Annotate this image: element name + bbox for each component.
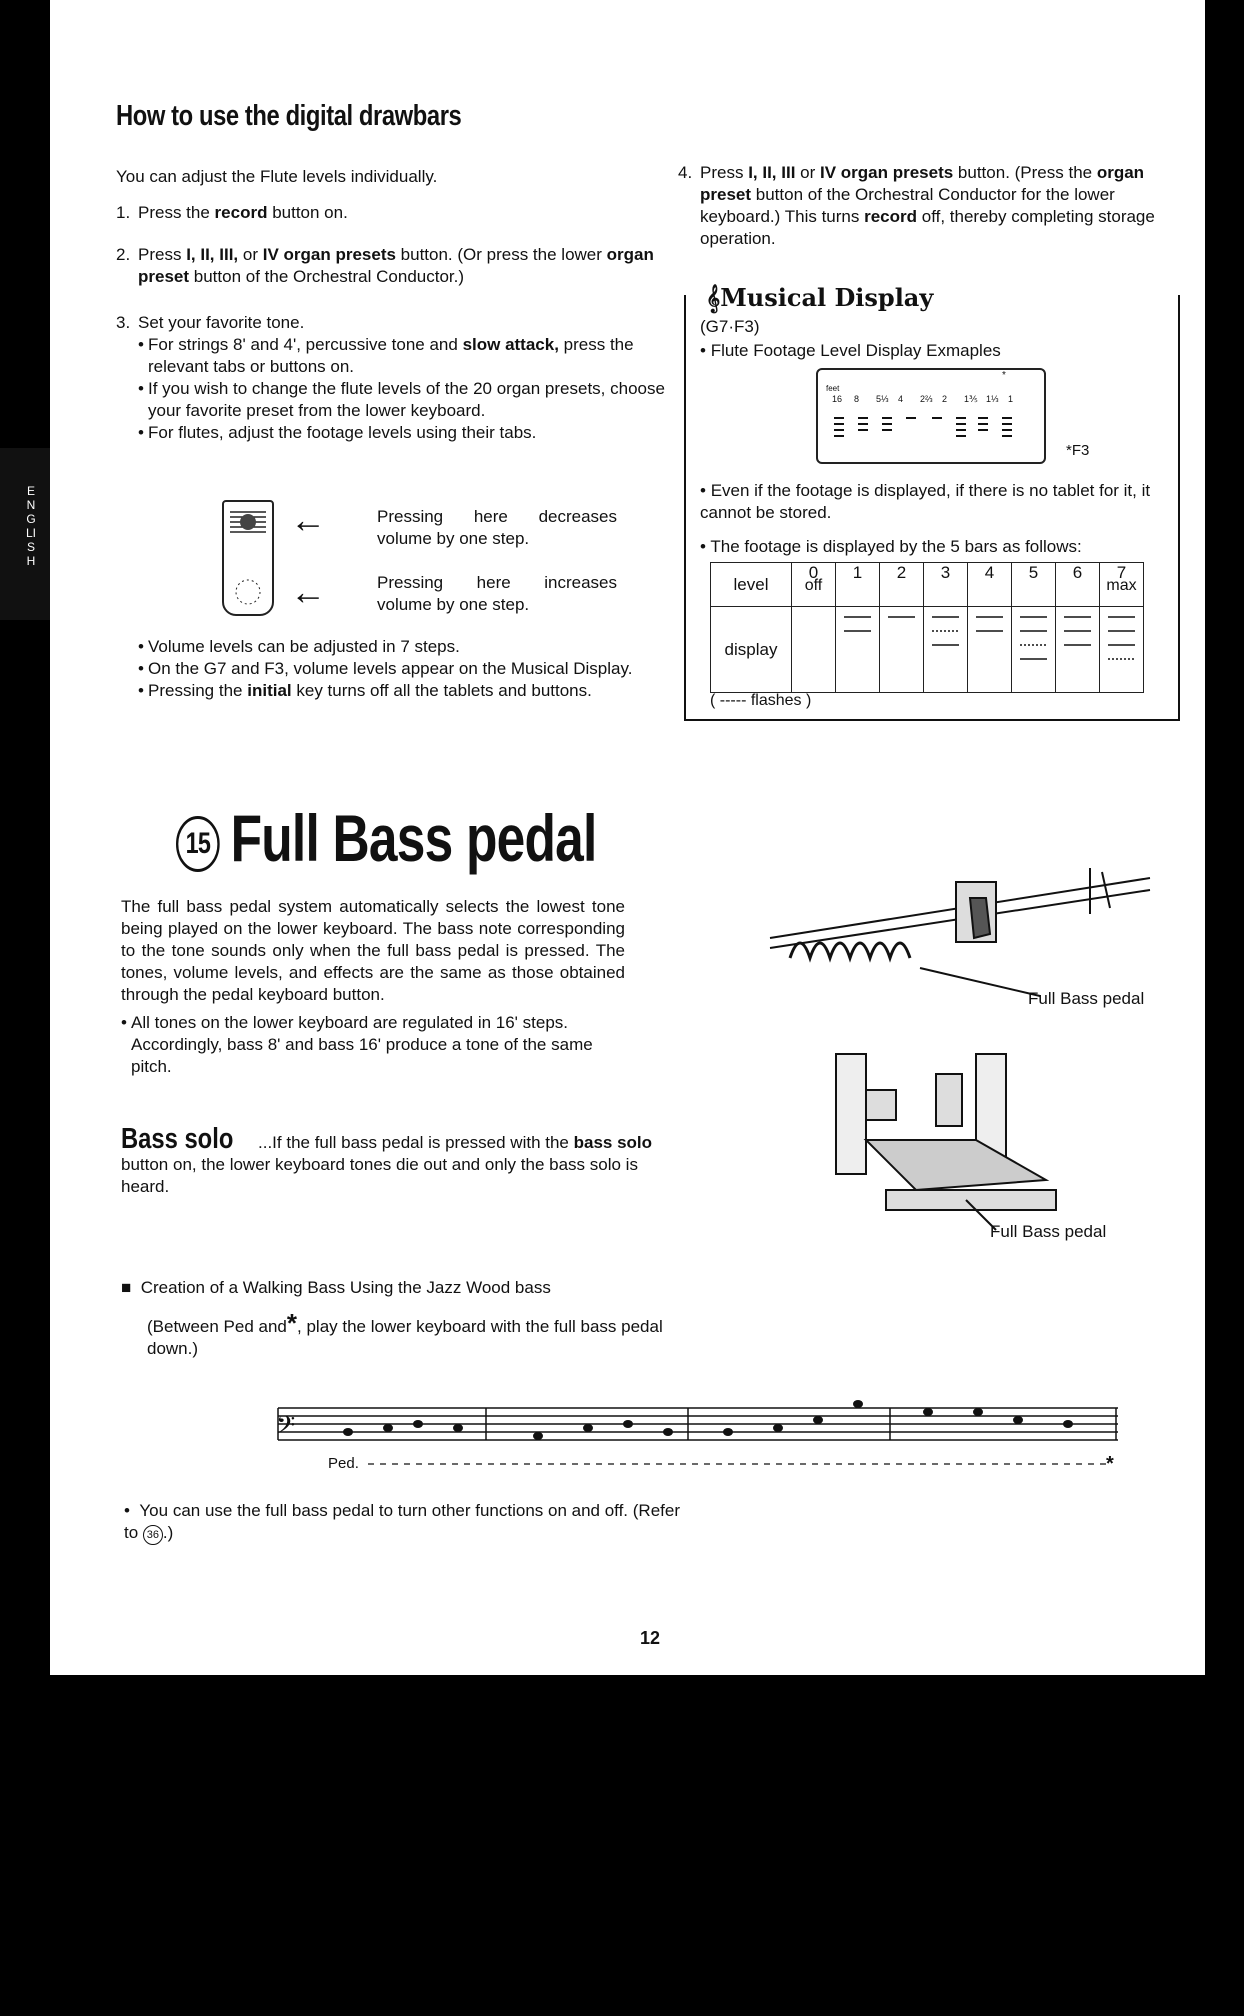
f3-note: *F3 bbox=[1066, 442, 1090, 459]
page-number: 12 bbox=[640, 1628, 661, 1648]
press-increase-note: Pressing here increases volume by one step. bbox=[377, 573, 617, 614]
drawbars-intro: You can adjust the Flute levels individually. bbox=[116, 167, 438, 186]
level-row bbox=[711, 563, 1144, 607]
section-number-badge: 15 bbox=[176, 816, 220, 872]
bass-solo-keyword: bass solo bbox=[573, 1133, 653, 1152]
display-footage-row bbox=[832, 394, 1032, 408]
step-4-text: or bbox=[795, 163, 820, 182]
level-cell bbox=[792, 563, 836, 607]
level-off-label: off bbox=[804, 577, 823, 594]
display-bars bbox=[828, 410, 1034, 450]
display-bars-cell bbox=[924, 607, 968, 693]
level-bars-icon bbox=[1056, 607, 1099, 687]
step-3-bullet-2: • If you wish to change the flute levels of the 20 organ presets, choose your favorite preset from the lower keyboard. bbox=[138, 378, 676, 422]
step-1-text-end: button on. bbox=[267, 203, 348, 222]
footage-display-example bbox=[816, 368, 1046, 464]
footage-note-1: • Even if the footage is displayed, if there is no tablet for it, it cannot be stored. bbox=[700, 481, 1151, 522]
note-text: Pressing the bbox=[148, 681, 248, 700]
footage-example-text: Flute Footage Level Display Exmaples bbox=[710, 341, 1001, 360]
volume-notes bbox=[138, 636, 654, 702]
organ-preset-keyword: organ preset bbox=[138, 245, 654, 286]
full-bass-paragraph: The full bass pedal system automatically selects the lowest tone being played on the lower keyboard. The bass note corresponding to the tone sounds only when the full bass pedal is pressed. The tones, volume levels, and effects are the same as those obtained through the pedal keyboard button. bbox=[121, 897, 625, 1004]
level-value: 3 bbox=[940, 563, 951, 582]
organ-presets-keyword: IV organ presets bbox=[262, 245, 396, 264]
ped-marking: Ped. bbox=[328, 1455, 359, 1472]
level-label-cell: level bbox=[711, 563, 792, 607]
display-footage-label: 5⅓ bbox=[876, 394, 889, 404]
step-number: 1. bbox=[116, 203, 131, 222]
display-footage-label: 4 bbox=[898, 394, 904, 404]
display-footage-label: 1 bbox=[1008, 394, 1014, 404]
level-display-table bbox=[710, 562, 1144, 693]
ped-release-star: * bbox=[1106, 1453, 1114, 1475]
full-bass-function-note: • You can use the full bass pedal to turn other functions on and off. (Refer to 36 .) bbox=[124, 1500, 684, 1545]
musical-display-models: (G7·F3) bbox=[700, 317, 760, 336]
step-2-text: or bbox=[238, 245, 263, 264]
step-4-text: button of the Orchestral Conductor for the lower keyboard.) This turns bbox=[700, 185, 1115, 226]
walking-bass-staff bbox=[278, 1394, 1118, 1474]
bass-solo-block bbox=[121, 1123, 681, 1198]
function-note-text: You can use the full bass pedal to turn other functions on and off. (Refer to bbox=[124, 1501, 680, 1542]
display-bars-cell bbox=[1100, 607, 1144, 693]
preset-numerals: I, II, III bbox=[748, 163, 796, 182]
step-2-text: button. (Or press the lower bbox=[395, 245, 607, 264]
bullet-text: For strings 8' and 4', percussive tone and bbox=[148, 335, 463, 354]
bass-solo-text: If the full bass pedal is pressed with the bbox=[272, 1133, 574, 1152]
level-bars-icon bbox=[880, 607, 923, 687]
drawbars-heading: How to use the digital drawbars bbox=[116, 100, 462, 132]
volume-note-3 bbox=[138, 680, 654, 702]
record-keyword: record bbox=[214, 203, 268, 222]
level-bars-icon bbox=[924, 607, 967, 687]
step-4-text: button. (Press the bbox=[953, 163, 1097, 182]
display-feet-label: feet bbox=[826, 384, 840, 393]
walking-sub-text-end: , play the lower keyboard with the full bass pedal down.) bbox=[147, 1317, 663, 1358]
level-cell bbox=[1012, 563, 1056, 607]
level-value: 5 bbox=[1028, 563, 1039, 582]
bass-solo-heading: Bass solo bbox=[121, 1123, 234, 1155]
level-max-label: max bbox=[1106, 577, 1137, 594]
step-1-text: Press the bbox=[138, 203, 215, 222]
level-bars-icon bbox=[1012, 607, 1055, 687]
footage-example-label: • Flute Footage Level Display Exmaples bbox=[700, 341, 1001, 360]
volume-note-1: • Volume levels can be adjusted in 7 steps. bbox=[138, 636, 654, 658]
step-4-text: Press bbox=[700, 163, 749, 182]
display-footage-label: 2⅔ bbox=[920, 394, 933, 404]
drawbars-step-4 bbox=[678, 162, 1178, 250]
level-value: 0 bbox=[808, 563, 819, 582]
step-number: 3. bbox=[116, 313, 131, 332]
drawbars-step-2 bbox=[116, 244, 676, 288]
bass-solo-text-end: button on, the lower keyboard tones die out and only the bass solo is heard. bbox=[121, 1155, 638, 1196]
level-bars-icon bbox=[792, 607, 835, 687]
organ-presets-keyword: IV organ presets bbox=[819, 163, 954, 182]
bass-solo-dots: ... bbox=[258, 1133, 273, 1152]
musical-display-title-text: Musical Display bbox=[720, 283, 934, 312]
full-bass-pedal-figure-2 bbox=[786, 1050, 1186, 1250]
full-bass-title: Full Bass pedal bbox=[230, 801, 597, 875]
footage-note-2: • The footage is displayed by the 5 bars as follows: bbox=[700, 537, 1082, 556]
record-keyword: record bbox=[864, 207, 918, 226]
level-cell bbox=[836, 563, 880, 607]
level-cell bbox=[968, 563, 1012, 607]
display-footage-label: 16 bbox=[832, 394, 843, 404]
step-4-text-end: off, thereby completing storage operation. bbox=[700, 207, 1155, 248]
step-2-text: Press bbox=[138, 245, 187, 264]
display-footage-label: 2 bbox=[942, 394, 948, 404]
section-ref-badge: 36 bbox=[143, 1525, 163, 1545]
treble-clef-icon: 𝄞 bbox=[706, 283, 721, 312]
display-bars-cell bbox=[1056, 607, 1100, 693]
level-value: 1 bbox=[852, 563, 863, 582]
walking-sub-text: (Between Ped and bbox=[147, 1317, 287, 1336]
display-label-cell: display bbox=[711, 607, 792, 693]
step-number: 4. bbox=[678, 163, 693, 182]
arrow-left-icon: ← bbox=[290, 499, 326, 540]
step-number: 2. bbox=[116, 245, 131, 264]
full-bass-pedal-figure-1 bbox=[770, 858, 1170, 1028]
note-text-end: key turns off all the tablets and buttons. bbox=[291, 681, 592, 700]
pedal-release-star: * bbox=[286, 1308, 298, 1338]
figure-2-label: Full Bass pedal bbox=[990, 1222, 1107, 1241]
level-cell bbox=[1100, 563, 1144, 607]
slow-attack-keyword: slow attack, bbox=[462, 335, 559, 354]
level-bars-icon bbox=[836, 607, 879, 687]
figure-1-label: Full Bass pedal bbox=[1028, 989, 1145, 1008]
full-bass-bullets bbox=[121, 1012, 625, 1078]
square-bullet-icon: ■ bbox=[121, 1278, 132, 1297]
flute-tab-illustration bbox=[222, 500, 274, 616]
display-footage-label: 1⅓ bbox=[986, 394, 999, 404]
display-star: * bbox=[1002, 370, 1006, 381]
flashes-note: ( ----- flashes ) bbox=[710, 692, 812, 709]
bass-clef-icon: 𝄢 bbox=[276, 1411, 296, 1446]
display-bars-cell bbox=[968, 607, 1012, 693]
level-value: 6 bbox=[1072, 563, 1083, 582]
walking-bass-subtext bbox=[147, 1308, 667, 1360]
full-bass-bullet: • All tones on the lower keyboard are regulated in 16' steps. Accordingly, bass 8' and bass 16' produce a tone of the same pitch. bbox=[121, 1012, 625, 1078]
full-bass-heading bbox=[176, 800, 597, 876]
step-3-text: Set your favorite tone. bbox=[138, 313, 305, 332]
level-cell bbox=[924, 563, 968, 607]
level-cell bbox=[1056, 563, 1100, 607]
display-footage-label: 1⅗ bbox=[964, 394, 978, 404]
step-3-bullet-3: • For flutes, adjust the footage levels using their tabs. bbox=[138, 422, 676, 444]
preset-numerals: I, II, III, bbox=[186, 245, 239, 264]
bullet-text-end: press the relevant tabs or buttons on. bbox=[148, 335, 634, 376]
step-3-bullet-1 bbox=[138, 334, 676, 378]
level-value: 2 bbox=[896, 563, 907, 582]
organ-preset-keyword: organ preset bbox=[700, 163, 1145, 204]
level-value: 7 bbox=[1116, 563, 1127, 582]
display-footage-label: 8 bbox=[854, 394, 860, 404]
arrow-left-icon: ← bbox=[290, 571, 326, 612]
walking-bass-heading bbox=[121, 1277, 551, 1299]
level-bars-icon bbox=[1100, 607, 1143, 687]
step-2-text-end: button of the Orchestral Conductor.) bbox=[189, 267, 465, 286]
side-tab-label: ENGLISH bbox=[25, 484, 36, 568]
drawbars-step-3 bbox=[116, 312, 676, 444]
function-note-end: .) bbox=[162, 1523, 174, 1542]
volume-note-2: • On the G7 and F3, volume levels appear on the Musical Display. bbox=[138, 658, 654, 680]
level-cell bbox=[880, 563, 924, 607]
manual-page bbox=[50, 0, 1205, 1675]
display-row bbox=[711, 607, 1144, 693]
drawbars-step-1 bbox=[116, 202, 676, 224]
tab-lines-icon bbox=[224, 502, 272, 614]
level-bars-icon bbox=[968, 607, 1011, 687]
initial-keyword: initial bbox=[247, 681, 292, 700]
footage-note-2-text: The footage is displayed by the 5 bars as follows: bbox=[710, 537, 1082, 556]
footage-note-1-text: Even if the footage is displayed, if there is no tablet for it, it cannot be stored. bbox=[700, 481, 1151, 522]
display-bars-cell bbox=[880, 607, 924, 693]
musical-display-title bbox=[698, 283, 941, 312]
display-bars-cell bbox=[836, 607, 880, 693]
walking-bass-heading-text: Creation of a Walking Bass Using the Jazz Wood bass bbox=[140, 1278, 551, 1297]
press-decrease-note: Pressing here decreases volume by one step. bbox=[377, 507, 617, 548]
level-value: 4 bbox=[984, 563, 995, 582]
display-bars-cell bbox=[1012, 607, 1056, 693]
display-bars-cell bbox=[792, 607, 836, 693]
